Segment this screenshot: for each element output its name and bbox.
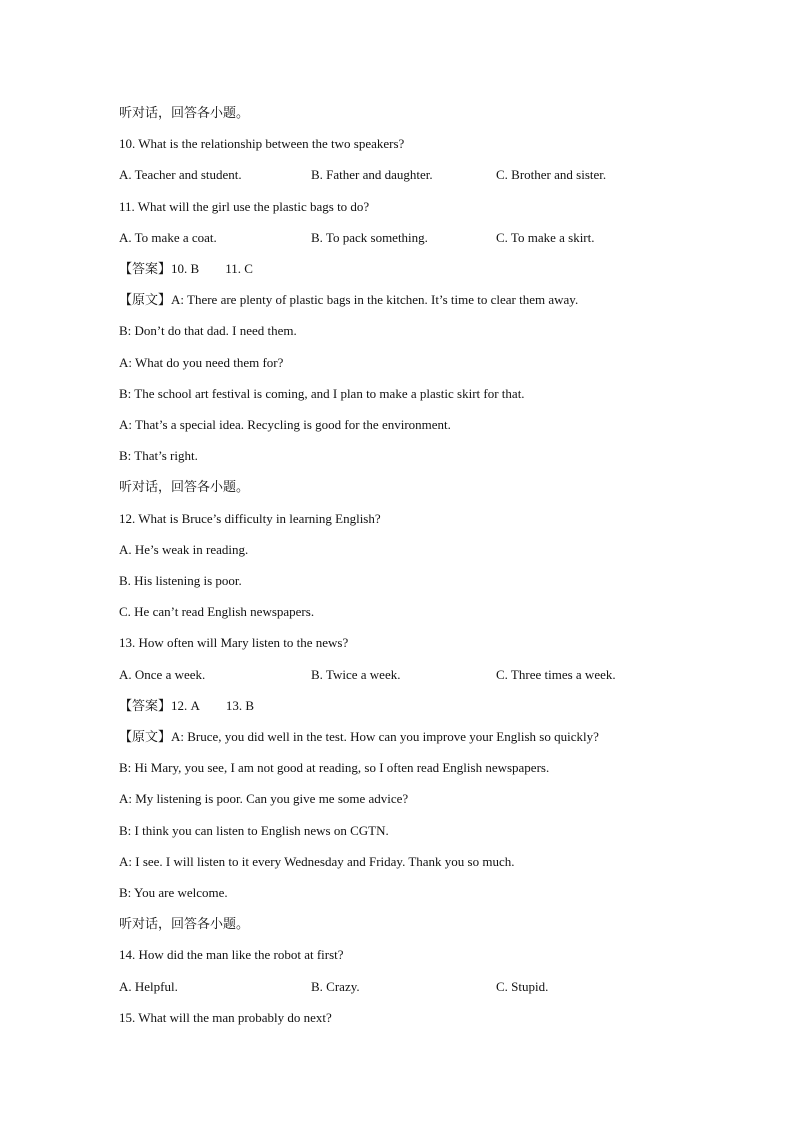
text-line: B. His listening is poor. (119, 573, 242, 588)
answer-label: 【答案】 (119, 698, 172, 713)
text-line: B: That’s right. (119, 448, 198, 463)
text-line: B: I think you can listen to English news on CGTN. (119, 823, 389, 838)
option-c: C. Brother and sister. (496, 167, 607, 182)
option-c: C. Stupid. (496, 979, 549, 994)
text-line: A. He’s weak in reading. (119, 542, 249, 557)
text-line: 12. What is Bruce’s difficulty in learning English? (119, 511, 381, 526)
text-line: 14. How did the man like the robot at first? (119, 947, 344, 962)
text-line: 10. What is the relationship between the two speakers? (119, 136, 405, 151)
answer-line (119, 261, 253, 277)
text-line: A: That’s a special idea. Recycling is good for the environment. (119, 417, 451, 432)
option-b: B. Father and daughter. (311, 167, 433, 182)
text-line: B: The school art festival is coming, and I plan to make a plastic skirt for that. (119, 386, 525, 401)
answer-item: 11. C (225, 261, 253, 276)
text-line: 听对话，回答各小题。 (119, 916, 250, 931)
text-line: A: I see. I will listen to it every Wednesday and Friday. Thank you so much. (119, 854, 515, 869)
option-a: A. To make a coat. (119, 230, 217, 245)
text-line: B: You are welcome. (119, 885, 228, 900)
text-line: A: What do you need them for? (119, 355, 284, 370)
answer-label: 【答案】 (119, 261, 172, 276)
text-line: B: Don’t do that dad. I need them. (119, 323, 297, 338)
option-a: A. Helpful. (119, 979, 178, 994)
text-line: 13. How often will Mary listen to the news? (119, 635, 349, 650)
option-b: B. Crazy. (311, 979, 360, 994)
text-line: C. He can’t read English newspapers. (119, 604, 315, 619)
option-b: B. Twice a week. (311, 667, 401, 682)
text-line: 听对话，回答各小题。 (119, 105, 250, 120)
answer-item: 12. A (171, 698, 200, 713)
text-line: 15. What will the man probably do next? (119, 1010, 332, 1025)
text-line: 11. What will the girl use the plastic bags to do? (119, 199, 370, 214)
option-a: A. Once a week. (119, 667, 206, 682)
answer-item: 13. B (225, 698, 255, 713)
option-a: A. Teacher and student. (119, 167, 242, 182)
text-line: 【原文】A: There are plenty of plastic bags in the kitchen. It’s time to clear them away. (119, 292, 579, 307)
option-c: C. Three times a week. (496, 667, 616, 682)
text-line: 听对话，回答各小题。 (119, 479, 250, 494)
answer-line (119, 698, 254, 714)
text-line: 【原文】A: Bruce, you did well in the test. How can you improve your English so quickly? (119, 729, 599, 744)
text-line: A: My listening is poor. Can you give me some advice? (119, 791, 409, 806)
text-line: B: Hi Mary, you see, I am not good at reading, so I often read English newspapers. (119, 760, 550, 775)
answer-item: 10. B (171, 261, 200, 276)
option-b: B. To pack something. (311, 230, 428, 245)
option-c: C. To make a skirt. (496, 230, 595, 245)
